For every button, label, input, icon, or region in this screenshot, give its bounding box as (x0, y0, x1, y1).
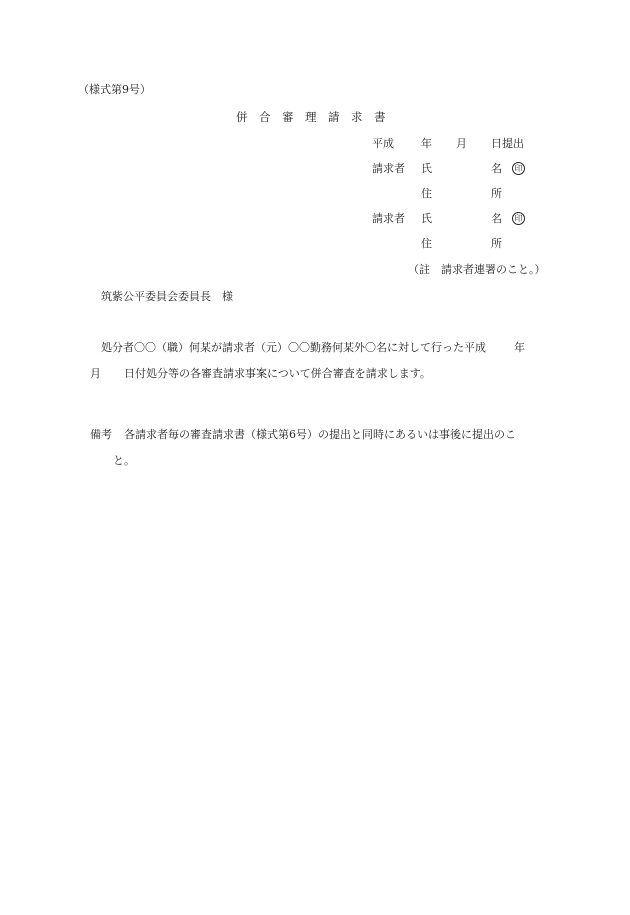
document-title: 併 合 審 理 請 求 書 (236, 110, 386, 124)
addressee: 筑紫公平委員会委員長 様 (101, 290, 233, 303)
address-field-label-2: 所 (491, 187, 502, 200)
joint-signature-note: （註 請求者連署のこと。） (408, 263, 546, 276)
date-month: 月 (456, 137, 467, 150)
name-field-label-2: 名 (491, 212, 502, 225)
date-era: 平成 (372, 137, 394, 150)
address-field-label-1: 住 (421, 237, 432, 250)
date-day-submitted: 日提出 (491, 137, 524, 150)
name-field-label-1: 氏 (421, 212, 432, 225)
date-year: 年 (421, 137, 432, 150)
remarks-line-2: と。 (113, 454, 135, 467)
address-field-label-2: 所 (491, 237, 502, 250)
remarks-label: 備考 (90, 428, 112, 441)
body-line-1-year: 年 (514, 341, 525, 354)
requester-label: 請求者 (372, 162, 405, 175)
name-field-label-1: 氏 (421, 162, 432, 175)
body-line-2-month: 月 (90, 367, 101, 380)
requester-label: 請求者 (372, 212, 405, 225)
body-line-1: 処分者〇〇（職）何某が請求者（元）〇〇勤務何某外〇名に対して行った平成 (101, 341, 486, 354)
remarks-line-1: 各請求者毎の審査請求書（様式第6号）の提出と同時にあるいは事後に提出のこ (124, 428, 516, 441)
address-field-label-1: 住 (421, 187, 432, 200)
body-line-2: 日付処分等の各審査請求事案について併合審査を請求します。 (124, 367, 431, 380)
seal-mark: 印 (512, 212, 525, 225)
seal-mark: 印 (512, 162, 525, 175)
form-number: （様式第9号） (78, 83, 151, 96)
name-field-label-2: 名 (491, 162, 502, 175)
